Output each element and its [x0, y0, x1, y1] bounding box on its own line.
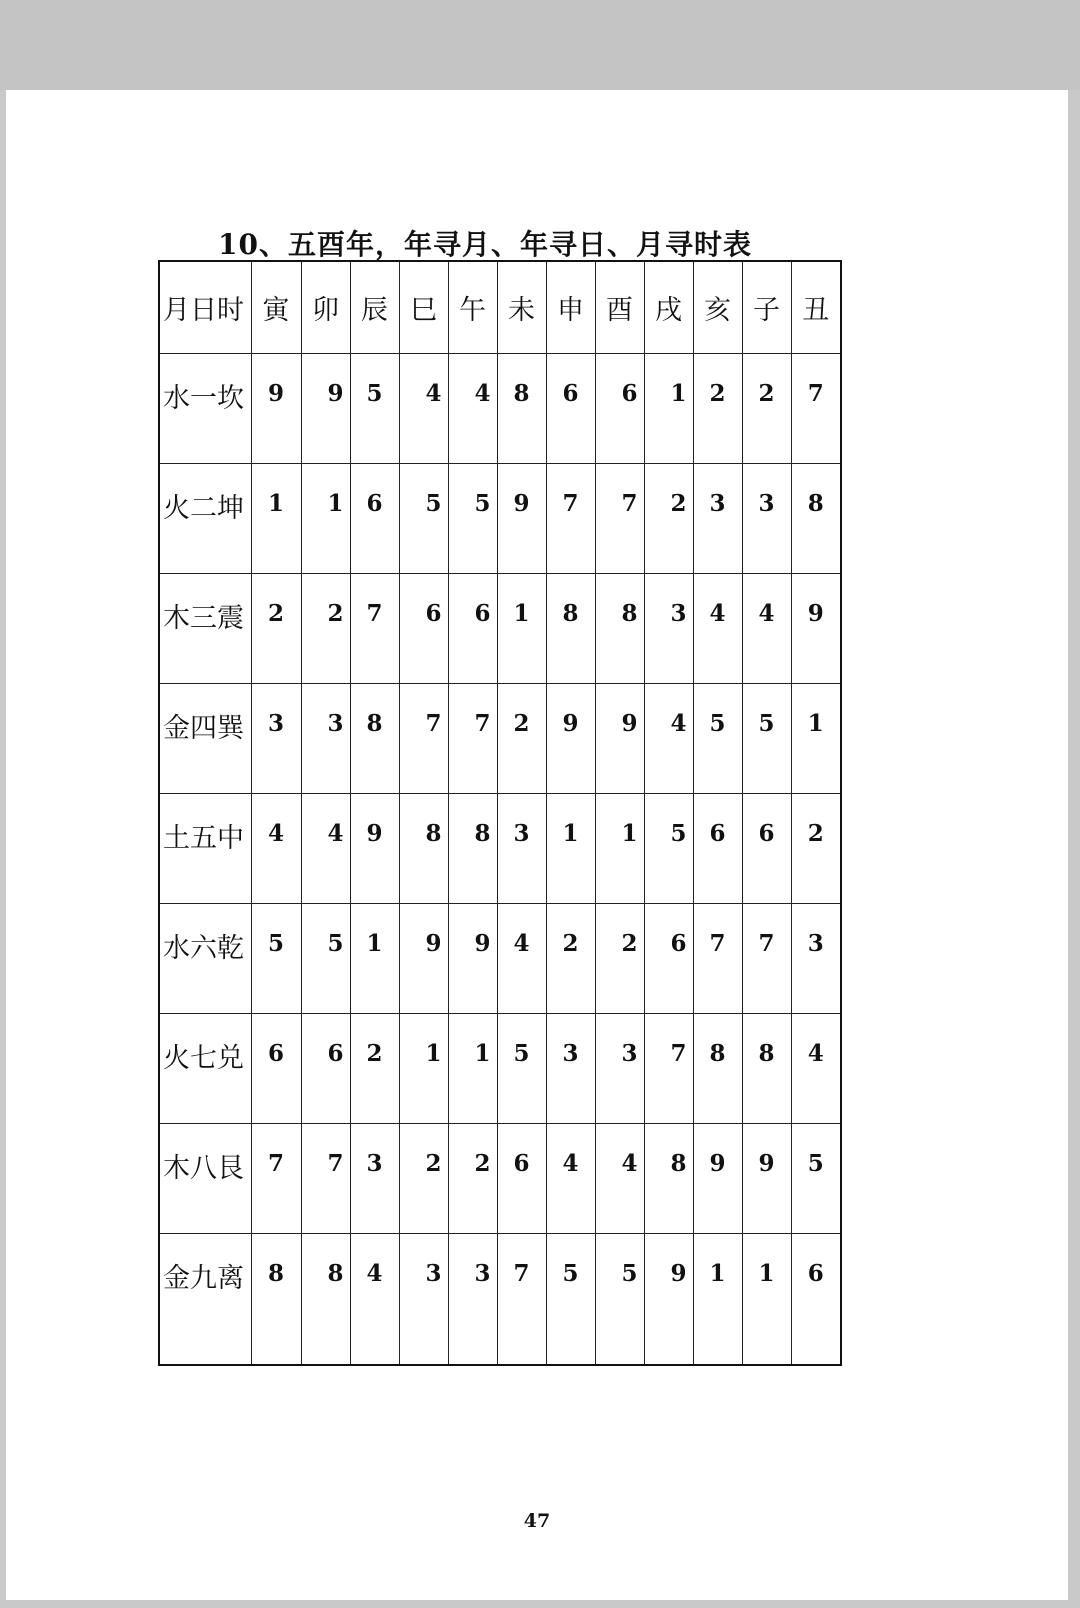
table-cell: 6	[693, 793, 742, 903]
table-cell: 5	[693, 683, 742, 793]
table-cell: 9	[251, 353, 301, 463]
table-title: 10、五酉年，年寻月、年寻日、月寻时表	[218, 228, 752, 261]
row-label: 木三震	[159, 573, 251, 683]
table-cell: 8	[350, 683, 399, 793]
table-cell: 3	[644, 573, 693, 683]
table-cell: 8	[742, 1013, 791, 1123]
table-cell: 9	[497, 463, 546, 573]
header-corner-cell: 月日时	[159, 261, 251, 353]
table-cell: 8	[448, 793, 497, 903]
table-cell: 8	[301, 1233, 350, 1365]
table-cell: 7	[497, 1233, 546, 1365]
table-cell: 5	[742, 683, 791, 793]
table-cell: 4	[251, 793, 301, 903]
table-cell: 8	[791, 463, 841, 573]
table-cell: 9	[350, 793, 399, 903]
table-cell: 7	[546, 463, 595, 573]
table-cell: 1	[497, 573, 546, 683]
table-cell: 4	[399, 353, 448, 463]
table-cell: 2	[448, 1123, 497, 1233]
table-cell: 4	[595, 1123, 644, 1233]
table-cell: 5	[448, 463, 497, 573]
table-cell: 3	[546, 1013, 595, 1123]
table-cell: 7	[350, 573, 399, 683]
table-cell: 7	[595, 463, 644, 573]
viewer-top-bar	[0, 0, 1080, 90]
table-cell: 6	[644, 903, 693, 1013]
row-label: 金九离	[159, 1233, 251, 1365]
table-cell: 8	[497, 353, 546, 463]
table-cell: 6	[546, 353, 595, 463]
document-page	[6, 90, 1068, 1600]
table-cell: 9	[546, 683, 595, 793]
table-cell: 3	[251, 683, 301, 793]
column-header: 申	[546, 261, 595, 353]
table-cell: 9	[448, 903, 497, 1013]
table-cell: 8	[399, 793, 448, 903]
table-cell: 3	[497, 793, 546, 903]
table-cell: 3	[301, 683, 350, 793]
table-cell: 5	[791, 1123, 841, 1233]
table-cell: 9	[301, 353, 350, 463]
table-cell: 6	[497, 1123, 546, 1233]
table-cell: 2	[497, 683, 546, 793]
table-cell: 4	[350, 1233, 399, 1365]
table-cell: 1	[546, 793, 595, 903]
table-cell: 4	[644, 683, 693, 793]
table-row	[159, 463, 841, 573]
table-cell: 4	[791, 1013, 841, 1123]
column-header: 未	[497, 261, 546, 353]
table-cell: 6	[791, 1233, 841, 1365]
table-cell: 3	[399, 1233, 448, 1365]
table-row	[159, 573, 841, 683]
table-cell: 9	[399, 903, 448, 1013]
column-header: 子	[742, 261, 791, 353]
row-label: 木八艮	[159, 1123, 251, 1233]
table-cell: 2	[399, 1123, 448, 1233]
row-label: 金四巽	[159, 683, 251, 793]
table-row	[159, 903, 841, 1013]
table-row	[159, 1013, 841, 1123]
table-cell: 4	[546, 1123, 595, 1233]
table-cell: 2	[644, 463, 693, 573]
table-cell: 4	[448, 353, 497, 463]
table-cell: 2	[301, 573, 350, 683]
table-cell: 5	[399, 463, 448, 573]
table-cell: 7	[791, 353, 841, 463]
table-cell: 2	[350, 1013, 399, 1123]
table-cell: 3	[350, 1123, 399, 1233]
column-header: 亥	[693, 261, 742, 353]
page-number: 47	[523, 1510, 551, 1532]
table-cell: 2	[693, 353, 742, 463]
column-header: 午	[448, 261, 497, 353]
table-cell: 7	[644, 1013, 693, 1123]
table-cell: 7	[399, 683, 448, 793]
table-cell: 4	[742, 573, 791, 683]
table-cell: 9	[644, 1233, 693, 1365]
table-cell: 5	[251, 903, 301, 1013]
table-cell: 4	[693, 573, 742, 683]
column-header: 寅	[251, 261, 301, 353]
table-cell: 1	[742, 1233, 791, 1365]
table-cell: 5	[644, 793, 693, 903]
table-cell: 2	[546, 903, 595, 1013]
table-cell: 9	[595, 683, 644, 793]
table-cell: 2	[742, 353, 791, 463]
table-cell: 6	[595, 353, 644, 463]
table-cell: 5	[546, 1233, 595, 1365]
table-cell: 3	[595, 1013, 644, 1123]
table-cell: 1	[350, 903, 399, 1013]
table-cell: 1	[448, 1013, 497, 1123]
row-label: 水六乾	[159, 903, 251, 1013]
table-cell: 4	[497, 903, 546, 1013]
row-label: 水一坎	[159, 353, 251, 463]
lookup-table	[158, 260, 842, 1366]
table-cell: 6	[742, 793, 791, 903]
table-cell: 6	[399, 573, 448, 683]
table-cell: 5	[595, 1233, 644, 1365]
table-row	[159, 1233, 841, 1365]
table-cell: 1	[301, 463, 350, 573]
table-cell: 1	[644, 353, 693, 463]
table-cell: 7	[448, 683, 497, 793]
table-header-row	[159, 261, 841, 353]
table-cell: 5	[350, 353, 399, 463]
row-label: 火二坤	[159, 463, 251, 573]
table-cell: 8	[251, 1233, 301, 1365]
table-cell: 8	[644, 1123, 693, 1233]
table-cell: 3	[791, 903, 841, 1013]
table-cell: 7	[742, 903, 791, 1013]
column-header: 酉	[595, 261, 644, 353]
table-cell: 3	[693, 463, 742, 573]
column-header: 戌	[644, 261, 693, 353]
column-header: 丑	[791, 261, 841, 353]
table-cell: 5	[497, 1013, 546, 1123]
column-header: 巳	[399, 261, 448, 353]
row-label: 土五中	[159, 793, 251, 903]
table-cell: 2	[251, 573, 301, 683]
table-cell: 3	[742, 463, 791, 573]
table-row	[159, 793, 841, 903]
table-cell: 1	[595, 793, 644, 903]
table-cell: 7	[301, 1123, 350, 1233]
table-cell: 5	[301, 903, 350, 1013]
table-cell: 9	[693, 1123, 742, 1233]
column-header: 辰	[350, 261, 399, 353]
table-cell: 6	[350, 463, 399, 573]
column-header: 卯	[301, 261, 350, 353]
table-cell: 8	[693, 1013, 742, 1123]
table-cell: 8	[595, 573, 644, 683]
table-cell: 2	[791, 793, 841, 903]
table-cell: 1	[251, 463, 301, 573]
table-row	[159, 353, 841, 463]
table-cell: 7	[251, 1123, 301, 1233]
table-cell: 2	[595, 903, 644, 1013]
table-cell: 7	[693, 903, 742, 1013]
table-cell: 8	[546, 573, 595, 683]
table-cell: 3	[448, 1233, 497, 1365]
table-cell: 1	[399, 1013, 448, 1123]
table-cell: 6	[448, 573, 497, 683]
row-label: 火七兑	[159, 1013, 251, 1123]
table-row	[159, 1123, 841, 1233]
table-cell: 9	[791, 573, 841, 683]
table-cell: 4	[301, 793, 350, 903]
table-cell: 1	[791, 683, 841, 793]
table-cell: 9	[742, 1123, 791, 1233]
table-cell: 1	[693, 1233, 742, 1365]
table-cell: 6	[301, 1013, 350, 1123]
table-row	[159, 683, 841, 793]
table-cell: 6	[251, 1013, 301, 1123]
